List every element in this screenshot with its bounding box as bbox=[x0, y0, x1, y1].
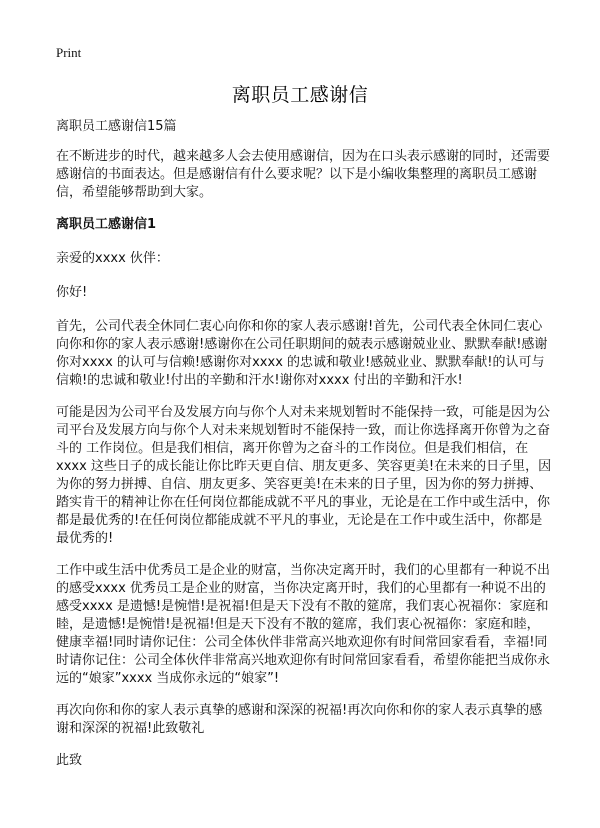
document-subtitle: 离职员工感谢信15篇 bbox=[56, 119, 177, 134]
letter-salutation: 你好! bbox=[56, 285, 88, 300]
letter-greeting: 亲爱的xxxx 伙伴： bbox=[56, 251, 169, 266]
letter-closing: 此致 bbox=[56, 753, 83, 768]
body-paragraph: 工作中或生活中优秀员工是企业的财富，当你决定离开时，我们的心里都有一种说不出的感受xxxx 优秀员工是企业的财富，当你决定离开时，我们的心里都有一种说不出的感受xxxx 是遗憾!是惋惜!是祝福!但是天下没有不散的筵席，我们衷心祝福你：家庭和睦，是遗憾!是惋惜!是祝福!但是天下没有不散的筵席，我们衷心祝福你：家庭和睦，健康幸福!同时请你记住：公司全体伙伴非常高兴地欢迎你有时间常回家看看，幸福!同时请你记住：公司全体伙伴非常高兴地欢迎你有时间常回家看看，希望你能把当成你永远的“娘家”xxxx 当成你永远的“娘家”! bbox=[56, 563, 551, 686]
page-title: 离职员工感谢信 bbox=[231, 84, 369, 106]
print-link[interactable]: Print bbox=[56, 45, 82, 60]
intro-paragraph: 在不断进步的时代，越来越多人会去使用感谢信，因为在口头表示感谢的同时，还需要感谢信的书面表达。但是感谢信有什么要求呢？以下是小编收集整理的离职员工感谢信，希望能够帮助到大家。 bbox=[56, 149, 551, 200]
body-paragraph: 首先，公司代表全休同仁衷心向你和你的家人表示感谢!首先，公司代表全休同仁衷心向你和你的家人表示感谢!感谢你在公司任职期间的兢表示感谢兢业业、默默奉献!感谢你对xxxx 的认可与信赖!感谢你对xxxx 的忠诚和敬业!感兢业业、默默奉献!的认可与信赖!的忠诚和敬业!付出的辛勤和汗水!谢你对xxxx 付出的辛勤和汗水! bbox=[56, 319, 548, 388]
document-body bbox=[56, 118, 552, 770]
body-paragraph: 再次向你和你的家人表示真挚的感谢和深深的祝福!再次向你和你的家人表示真挚的感谢和深深的祝福!此致敬礼 bbox=[56, 703, 543, 736]
body-paragraph: 可能是因为公司平台及发展方向与你个人对未来规划暂时不能保持一致，可能是因为公司平台及发展方向与你个人对未来规划暂时不能保持一致，而让你选择离开你曾为之奋斗的 工作岗位。但是我们相信，离开你曾为之奋斗的工作岗位。但是我们相信，在xxxx 这些日子的成长能让你比昨天更自信、朋友更多、笑容更美!在未来的日子里，因为你的努力拼搏、自信、朋友更多、笑容更美!在未来的日子里，因为你的努力拼搏、踏实肯干的精神让你在任何岗位都能成就不平凡的事业，无论是在工作中或生活中，你都是最优秀的!在任何岗位都能成就不平凡的事业，无论是在工作中或生活中，你都是最优秀的! bbox=[56, 405, 552, 546]
section-heading: 离职员工感谢信1 bbox=[56, 217, 157, 232]
